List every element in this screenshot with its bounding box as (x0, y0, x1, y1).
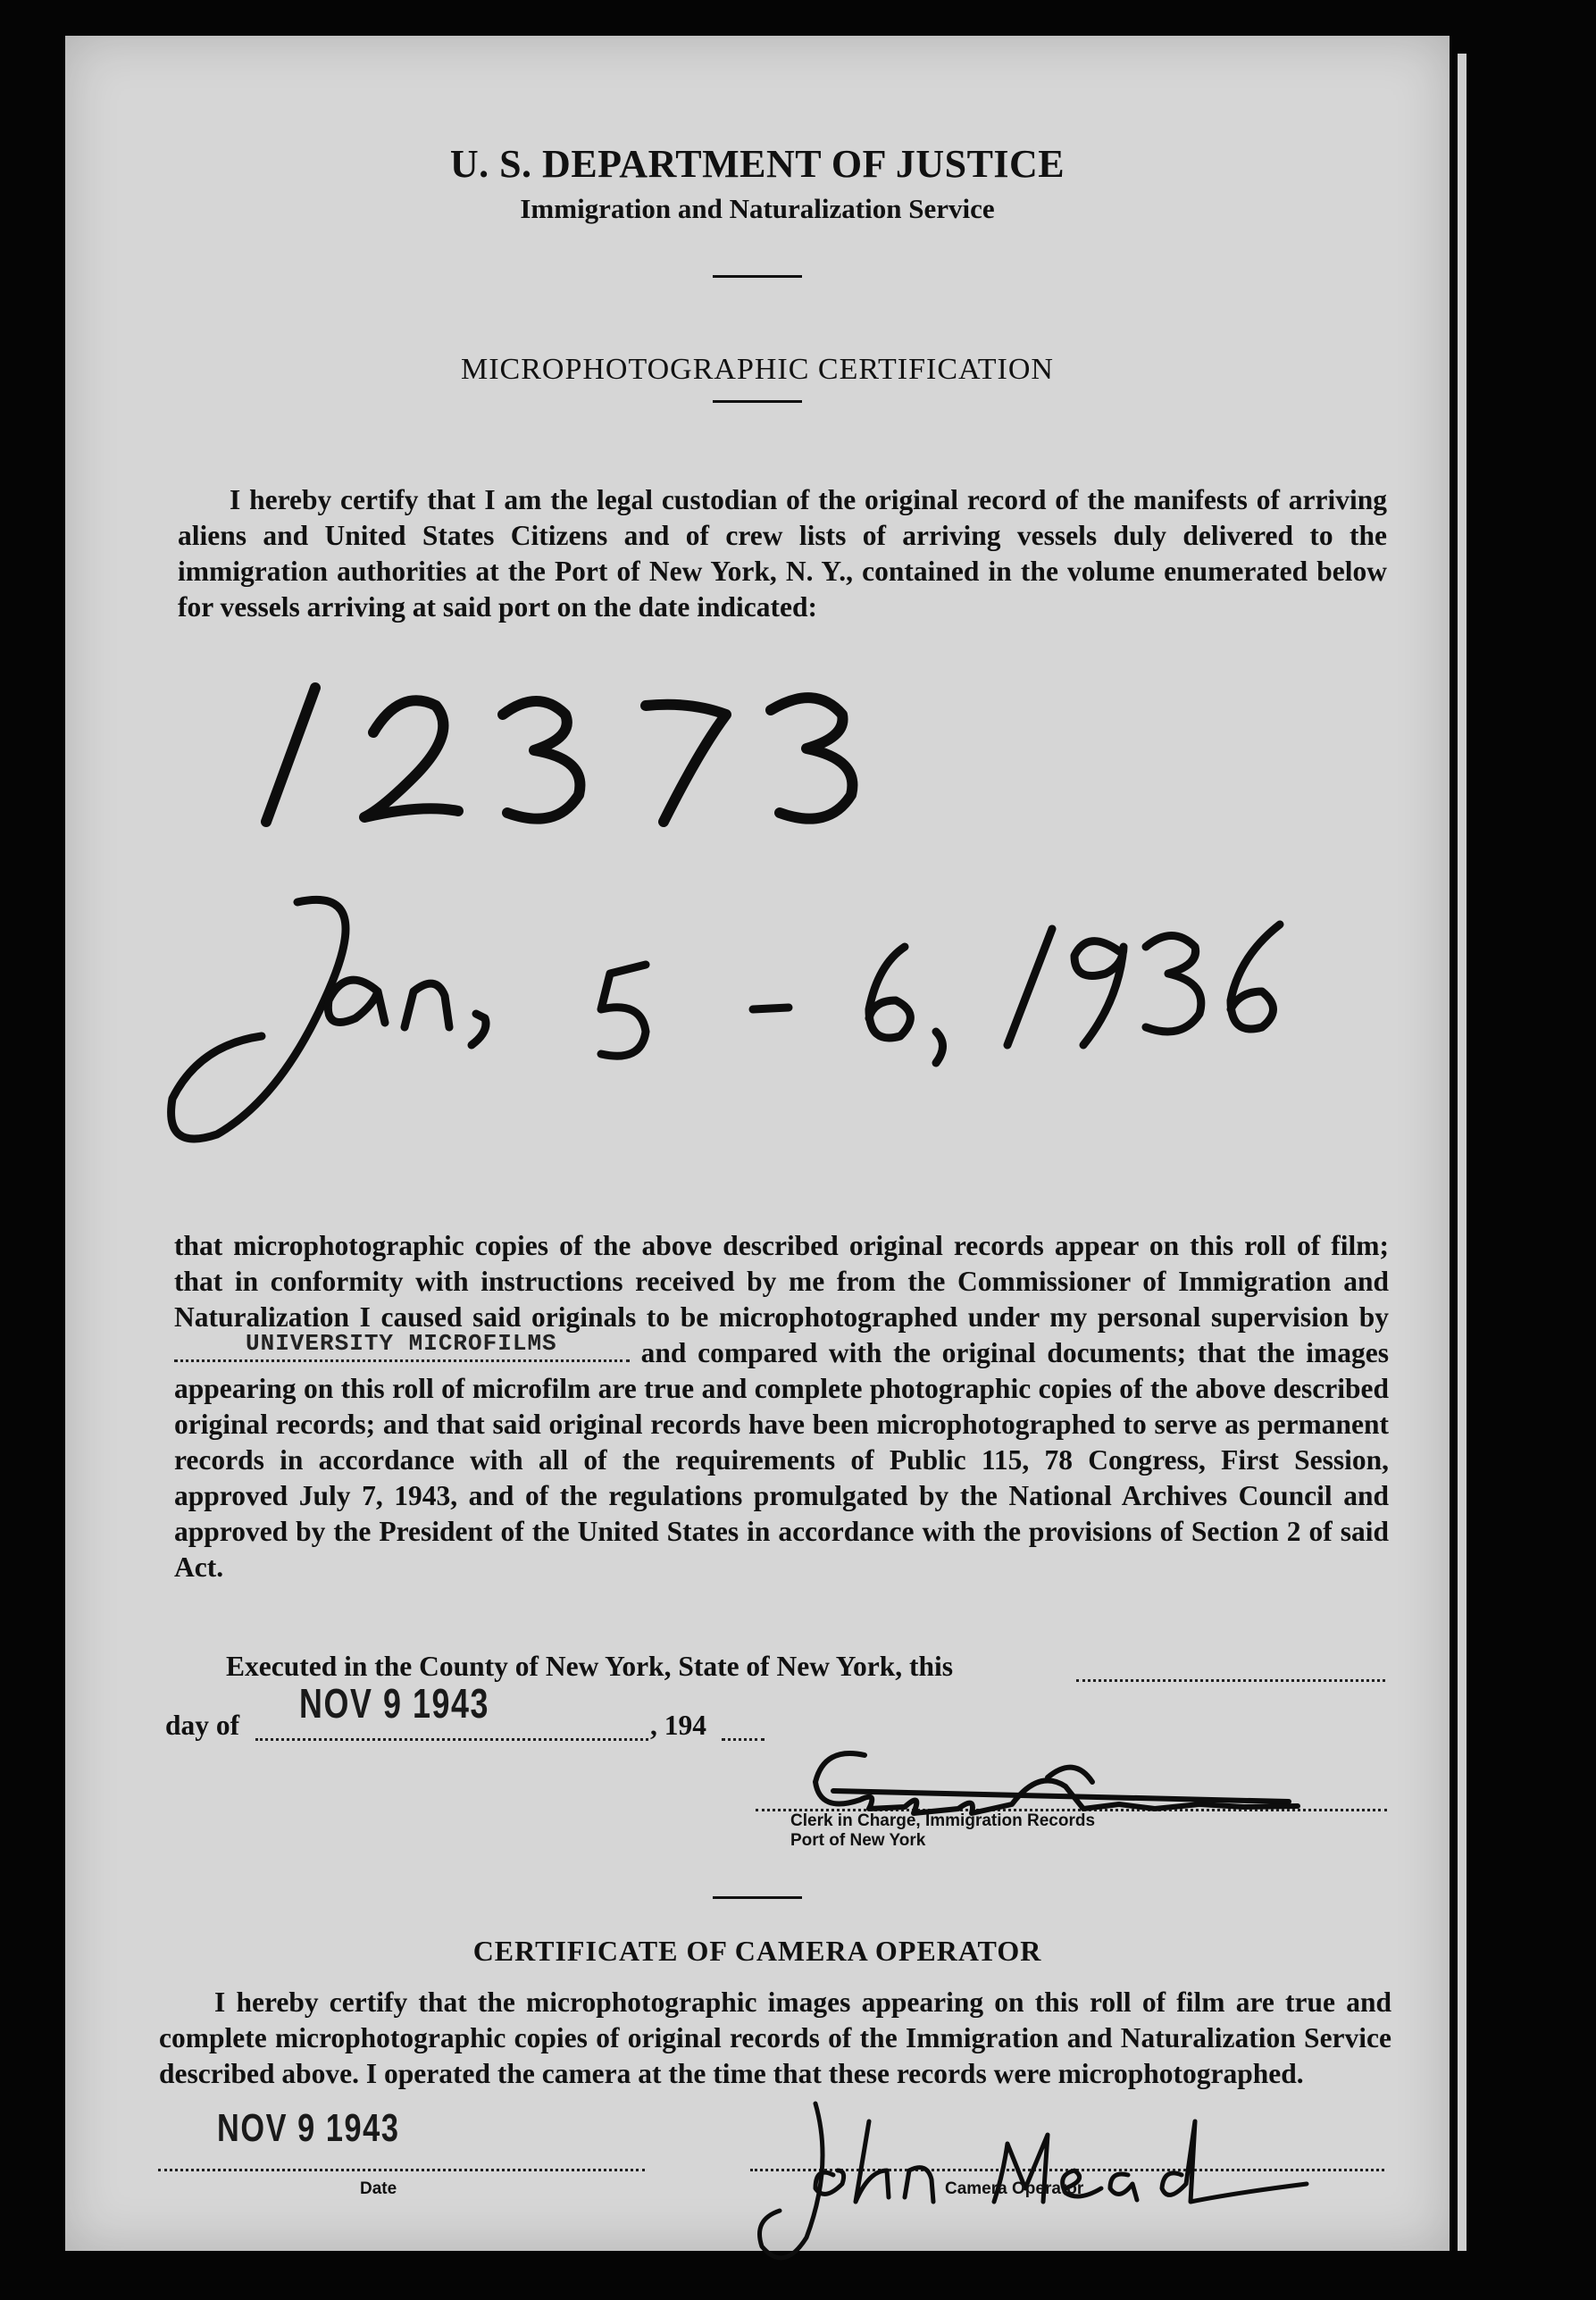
executed-line: Executed in the County of New York, State of New York, this (226, 1651, 954, 1682)
dotted-line (1076, 1679, 1385, 1682)
camera-operator-title: CERTIFICATE OF CAMERA OPERATOR (472, 1935, 1042, 1967)
execution-date-stamp: NOV 9 1943 (299, 1680, 490, 1727)
camera-operator-label: Camera Operator (945, 2179, 1084, 2198)
photographed-by-stamp: UNIVERSITY MICROFILMS (246, 1330, 557, 1357)
year-label: , 194 (650, 1710, 706, 1741)
dotted-line (255, 1738, 648, 1741)
date-label: Date (360, 2179, 397, 2198)
signer-location: Port of New York (790, 1831, 926, 1850)
signer-title: Clerk in Charge, Immigration Records (790, 1811, 1096, 1830)
document-page (65, 36, 1450, 2251)
dotted-line (722, 1738, 765, 1741)
divider (713, 400, 802, 403)
camera-operator-paragraph: I hereby certify that the microphotographic images appearing on this roll of film are true and complete microphotographic copies of original records of the Immigration and Naturalization Service described above. I operated the camera at the time that these records were microphotographed. (159, 1986, 1391, 2089)
divider (713, 275, 802, 278)
page-edge (1458, 54, 1466, 2251)
service-subtitle: Immigration and Naturalization Service (520, 193, 995, 224)
certification-paragraph-1: I hereby certify that I am the legal custodian of the original record of the manifests of arriving aliens and United States Citizens and of crew lists of arriving vessels duly delivered to the immigration authorities at the Port of New York, N. Y., contained in the volume enumerated below for vessels arriving at said port on the date indicated: (178, 484, 1387, 623)
operator-signature (681, 2068, 1324, 2273)
paragraph-2-text: that microphotographic copies of the above described original records appear on this roll of film; that in conformity with instructions received by me from the Commissioner of Immigration and Naturalization I caused said originals to be microphotographed under my personal supervision by (174, 1230, 1389, 1333)
certification-paragraph-2 (174, 1228, 1389, 1585)
paragraph-2-continuation: and compared with the original documents; that the images appearing on this roll of microfilm are true and complete photographic copies of the above described original records; and that said original records have been microphotographed to serve as permanent records in accordance with all of the requirements of Public 115, 78 Congress, First Session, approved July 7, 1943, and of the regulations promulgated by the National Archives Council and approved by the President of the United States in accordance with the provisions of Section 2 of said Act. (174, 1337, 1389, 1583)
volume-dates-handwritten (146, 866, 1396, 1170)
volume-number-handwritten (190, 652, 1173, 849)
day-of-label: day of (165, 1710, 240, 1741)
department-title: U. S. DEPARTMENT OF JUSTICE (449, 142, 1065, 186)
date-line (158, 2169, 645, 2171)
divider (713, 1896, 802, 1899)
certification-heading: MICROPHOTOGRAPHIC CERTIFICATION (460, 353, 1054, 386)
camera-date-stamp: NOV 9 1943 (217, 2106, 400, 2150)
